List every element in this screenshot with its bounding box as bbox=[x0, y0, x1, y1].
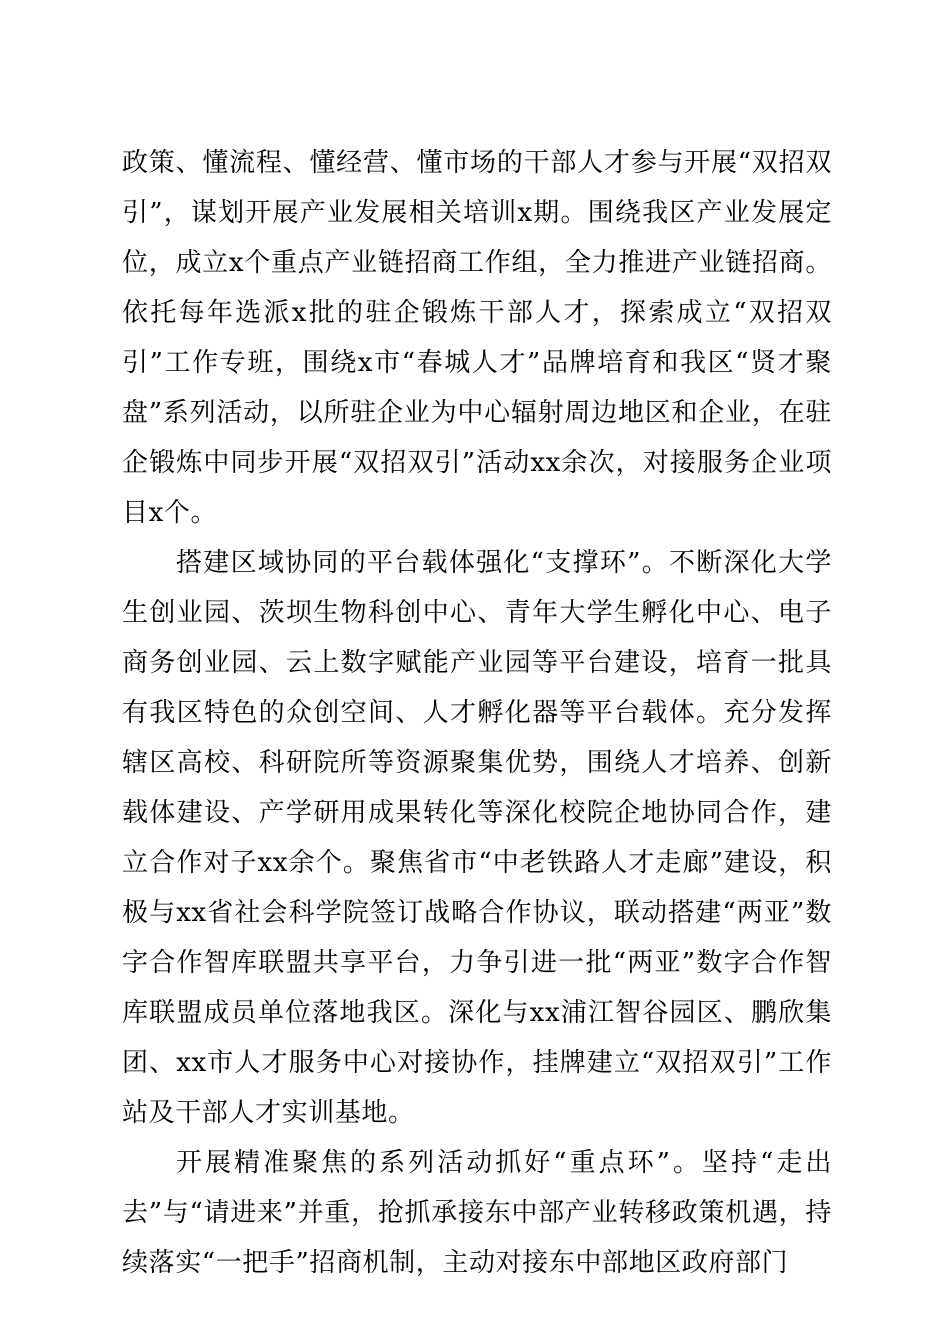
paragraph-continuation: 政策、懂流程、懂经营、懂市场的干部人才参与开展“双招双引”，谋划开展产业发展相关培训x期。围绕我区产业发展定位，成立x个重点产业链招商工作组，全力推进产业链招商。依托每年选派x批的驻企锻炼干部人才，探索成立“双招双引”工作专班，围绕x市“春城人才”品牌培育和我区“贤才聚盘”系列活动，以所驻企业为中心辐射周边地区和企业，在驻企锻炼中同步开展“双招双引”活动xx余次，对接服务企业项目x个。 bbox=[122, 148, 832, 528]
paragraph-key-activities: 开展精准聚焦的系列活动抓好“重点环”。坚持“走出去”与“请进来”并重，抢抓承接东中部产业转移政策机遇，持续落实“一把手”招商机制，主动对接东中部地区政府部门 bbox=[122, 1148, 832, 1278]
document-page bbox=[122, 138, 832, 1288]
paragraph-platform-support: 搭建区域协同的平台载体强化“支撑环”。不断深化大学生创业园、茨坝生物科创中心、青年大学生孵化中心、电子商务创业园、云上数字赋能产业园等平台建设，培育一批具有我区特色的众创空间、人才孵化器等平台载体。充分发挥辖区高校、科研院所等资源聚集优势，围绕人才培养、创新载体建设、产学研用成果转化等深化校院企地协同合作，建立合作对子xx余个。聚焦省市“中老铁路人才走廊”建设，积极与xx省社会科学院签订战略合作协议，联动搭建“两亚”数字合作智库联盟共享平台，力争引进一批“两亚”数字合作智库联盟成员单位落地我区。深化与xx浦江智谷园区、鹏欣集团、xx市人才服务中心对接协作，挂牌建立“双招双引”工作站及干部人才实训基地。 bbox=[122, 548, 832, 1128]
